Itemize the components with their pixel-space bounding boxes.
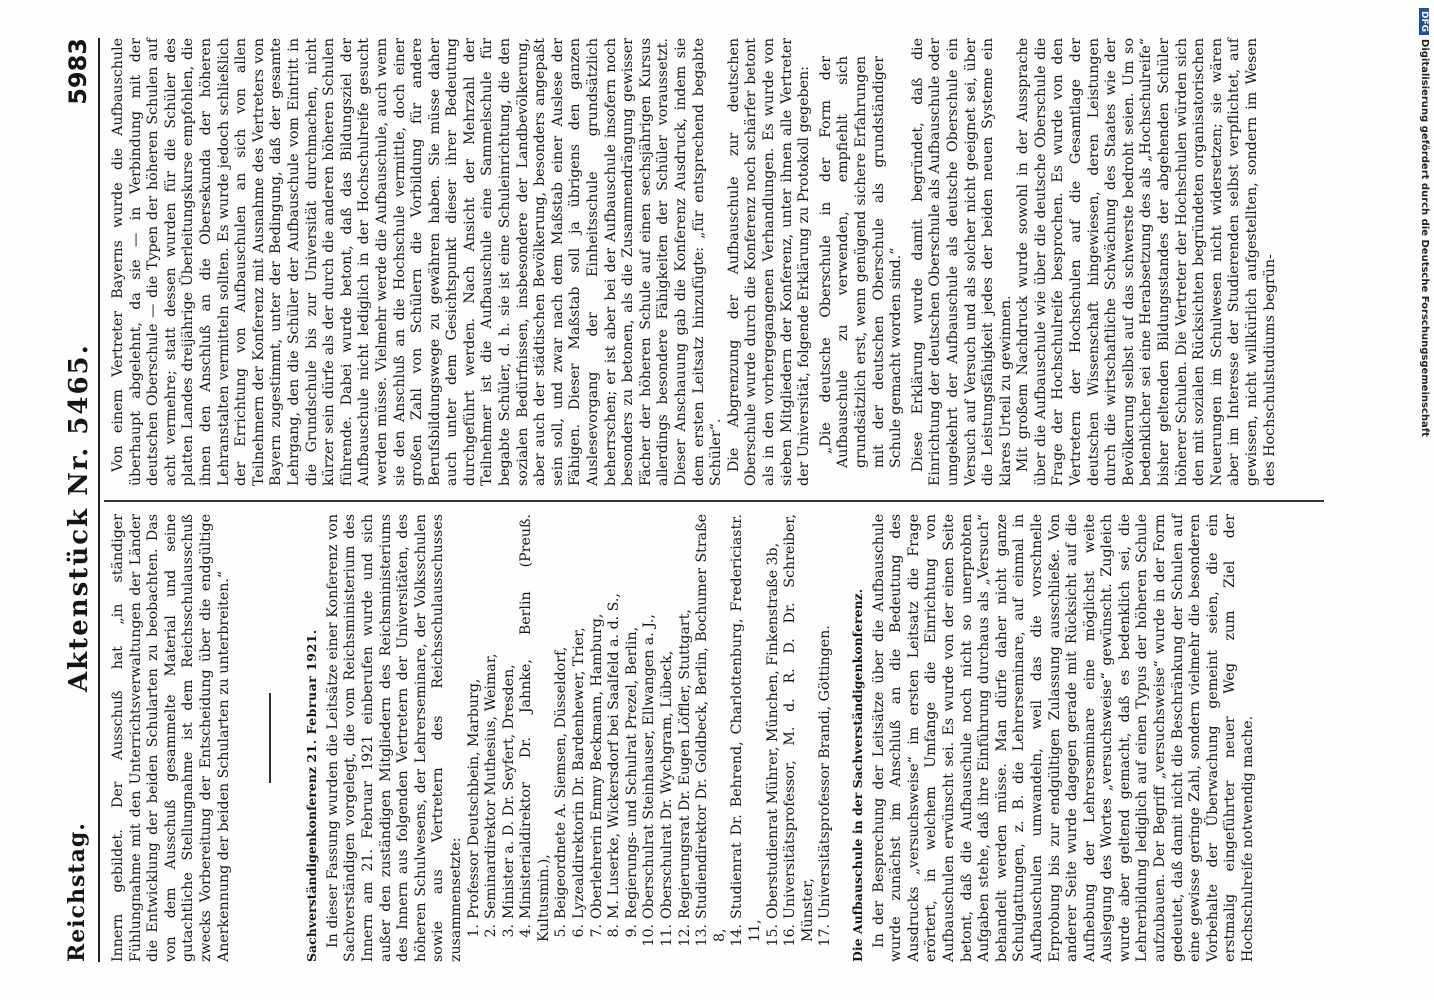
list-item-text: Studienrat Dr. Behrend, Charlottenburg, Fredericiastr. 11, [729,514,763,942]
page-number: 5983 [64,38,92,105]
list-item [641,514,659,947]
list-item-number: 9. [623,924,640,938]
left-column [110,514,1258,962]
list-item-text: Oberstudienrat Mührer, München, Finkenstraße 3b, [764,542,781,919]
funding-sidenote [1410,8,1430,992]
list-item-number: 17. [817,924,834,947]
list-item-text: Minister a. D. Dr. Seyfert, Dresden, [500,664,517,919]
list-item-number: 6. [571,924,588,938]
list-item-text: Oberschulrat Dr. Wychgram, Lübeck, [659,650,676,919]
dfg-logo: DFG [1419,8,1429,35]
list-item [589,514,607,942]
list-item [817,514,835,947]
section-heading [303,514,321,962]
subsection-heading: Die Aufbauschule in der Sachverständigenkonferenz. [849,588,865,962]
list-item-number: 4. [518,924,535,938]
list-item-number: 13. [694,924,711,947]
list-item-number: 8. [606,924,623,938]
bavaria-paragraph: Von einem Vertreter Bayerns wurde die Aufbauschule überhaupt abgelehnt, da sie — in Verbindung mit der deutschen Oberschule — die Typen der höheren Schulen auf acht vermehre; statt dessen wurden für die Schüler des platten Landes dreijährige Überleitungskurse empfohlen, die ihnen den Anschluß an die Obersekunda der höheren Lehranstalten vermitteln sollten. Es wurde jedoch schließlich der Errichtung von Aufbauschulen an sich von allen Teilnehmern der Konferenz mit Ausnahme des Vertreters von Bayern zugestimmt, unter der Bedingung, daß der gesamte Lehrgang, den die Schüler der Aufbauschule vom Eintritt in die Grundschule bis zur Universität durchmachen, nicht kürzer sein dürfe als der durch die anderen höheren Schulen führende. Dabei wurde betont, daß das Bildungsziel der Aufbauschule nicht lediglich in der Hochschulreife gesucht werden müsse. Vielmehr werde die Aufbauschule, auch wenn sie den Anschluß an die Hochschule vermittle, doch einer großen Zahl von Schülern die Vorbildung für andere Berufsbildungswege zu gewähren haben. Sie müsse daher auch unter dem Gesichtspunkt dieser ihrer Bedeutung durchgeführt werden. Nach Ansicht der Mehrzahl der Teilnehmer ist die Aufbauschule eine Sammelschule für begabte Schüler, d. h. sie ist eine Schuleinrichtung, die den sozialen Bedürfnissen, insbesondere der Landbevölkerung, aber auch der städtischen Bevölkerung, besonders angepaßt sein soll, und zwar nach dem Maßstab einer Auslese der Fähigen. Dieser Maßstab soll ja übrigens den ganzen Auslesevorgang der Einheitsschule grundsätzlich beherrschen; er ist aber bei der Aufbauschule insofern noch besonders zu betonen, als die Zusammendrängung gewisser Fächer der höheren Schule auf einen sechsjährigen Kursus allerdings besondere Fähigkeiten der Schüler voraussetzt. Dieser Anschauung gab die Konferenz Ausdruck, indem sie dem ersten Leitsatz hinzufügte: „für entsprechend begabte Schüler“. [110,38,725,486]
list-item-number: 10. [641,924,658,947]
list-item [659,514,677,947]
list-item [518,514,553,942]
discussion-paragraph: In der Besprechung der Leitsätze über die Aufbauschule wurde zunächst im Anschluß an die Bedeutung des Ausdrucks „versuchsweise“ im ersten Leitsatz die Frage erörtert, in welchem Umfange die Einrichtung von Aufbauschulen erwünscht sei. Es wurde von der einen Seite betont, daß die Aufbauschule noch nicht so unerprobten Aufgaben stehe, daß ihre Einführung durchaus als „Versuch“ behandelt werden müsse. Man dürfe daher nicht ganze Schulgattungen, z. B. die Lehrerseminare, auf einmal in Aufbauschulen umwandeln, weil das die vorschnelle Erprobung bis zur endgültigen Zulassung ausschließe. Von anderer Seite wurde dagegen gerade mit Rücksicht auf die Aufhebung der Lehrerseminare eine möglichst weite Auslegung des Wortes „versuchsweise“ gewünscht. Zugleich wurde aber geltend gemacht, daß es bedenklich sei, die Lehrerbildung lediglich auf einen Typus der höheren Schule aufzubauen. Der Begriff „versuchsweise“ wurde in der Form gedeutet, daß damit nicht die Beschränkung der Schulen auf eine gewisse geringe Zahl, sondern vielmehr die besonderen Vorbehalte der Überwachung gemeint seien, die ein erstmalig eingeführter neuer Weg zum Ziel der Hochschulreife notwendig mache. [870,514,1257,962]
header-document-number: Aktenstück Nr. 5465. [64,343,94,692]
list-item-text: Beigeordnete A. Siemsen, Düsseldorf, [553,646,570,919]
list-item-number: 11. [659,924,676,947]
list-item-text: Regierungsrat Dr. Eugen Löffler, Stuttgart, [676,609,693,919]
list-item [676,514,695,947]
list-item [606,514,624,942]
list-item-text: Ministerialdirektor Dr. Jahnke, Berlin (Preuß. Kultusmin.), [518,514,552,942]
justification-paragraph: Diese Erklärung wurde damit begründet, daß die Einrichtung der deutschen Oberschule als Aufbauschule oder umgekehrt der Aufbauschule als deutsche Oberschule ein Versuch auf Versuch und als solcher nicht geeignet sei, über die Leistungsfähigkeit jedes der beiden neuen Systeme ein klares Urteil zu gewinnen. [909,38,1014,486]
member-list [466,514,835,962]
list-item [571,514,589,942]
list-item [483,514,501,942]
list-item-text: Seminardirektor Muthesius, Weimar, [483,653,500,919]
funding-note-text: Digitalisierung gefördert durch die Deutsche Forschungsgemeinschaft [1419,39,1430,437]
page-header [62,38,100,962]
list-item [553,514,571,942]
list-item-number: 12. [676,924,693,947]
conference-paragraph: In dieser Fassung wurden die Leitsätze einer Konferenz von Sachverständigen vorgelegt, die vom Reichsministerium des Innern am 21. Februar 1921 einberufen wurde und sich außer den zuständigen Mitgliedern des Reichsministeriums des Innern aus folgenden Vertretern der Universitäten, des höheren Schulwesens, der Lehrerseminare, der Volksschulen sowie aus Vertretern des Reichsschulausschusses zusammensetzte: [324,514,464,962]
list-item-text: M. Luserke, Wickersdorf bei Saalfeld a. d. S., [606,593,623,919]
intro-paragraph: Innern gebildet. Der Ausschuß hat „in ständiger Fühlungnahme mit den Unterrichtsverwaltungen der Länder die Entwicklung der beiden Schularten zu beobachten. Das von dem Ausschuß gesammelte Material und seine gutachtliche Stellungnahme ist dem Reichsschulausschuß zwecks Vorbereitung der Entscheidung über die endgültige Anerkennung der beiden Schularten zu unterbreiten.“ [110,514,232,962]
list-item-text: Universitätsprofessor, M. d. R. D. Dr. Schreiber, Münster, [782,514,816,942]
list-item [624,514,642,942]
list-item-number: 7. [588,924,605,938]
list-item-number: 15. [764,924,781,947]
list-item-number: 3. [500,924,517,938]
header-section-name: Reichstag. [64,822,90,962]
declaration-quote: „Die deutsche Oberschule in der Form der Aufbauschule zu verwenden, empfiehlt sich grundsätzlich erst, wenn genügend sichere Erfahrungen mit der deutschen Oberschule als grundständiger Schule gemacht worden sind.“ [817,56,905,468]
column-divider [104,500,1324,502]
heading-title: Sachverständigenkonferenz [304,766,320,962]
list-item-number: 14. [729,924,746,947]
list-item-text: Professor Deutschbein, Marburg, [465,678,482,919]
list-item [782,514,817,947]
list-item-text: Regierungs- und Schulrat Prezel, Berlin, [623,626,640,919]
delimitation-paragraph: Die Abgrenzung der Aufbauschule zur deutschen Oberschule wurde durch die Konferenz noch schärfer betont als in den vorhergegangenen Verhandlungen. Es wurde von sieben Mitgliedern der Konferenz, unter ihnen alle Vertreter der Universität, folgende Erklärung zu Protokoll gegeben: [725,38,813,486]
list-item [764,514,783,947]
heading-date: 21. Februar 1921. [304,629,320,763]
list-item [694,514,729,947]
university-readiness-paragraph: Mit großem Nachdruck wurde sowohl in der Aussprache über die Aufbauschule wie über die deutsche Oberschule die Frage der Hochschulreife besprochen. Es wurde von den Vertretern der Hochschulen auf die Gesamtlage der deutschen Wissenschaft hingewiesen, deren Leistungen durch die wirtschaftliche Schwächung des Staates wie der Bevölkerung selbst auf das schwerste bedroht seien. Um so bedenklicher sei eine Herabsetzung des als „Hochschulreife“ bisher geltenden Bildungsstandes der abgehenden Schüler höherer Schulen. Die Vertreter der Hochschulen würden sich den mit sozialen Rücksichten begründeten organisatorischen Neuerungen im Schulwesen nicht widersetzen; sie wären aber im Interesse der Studierenden selbst verpflichtet, auf gewissen, nicht willkürlich aufgestellten, sondern im Wesen des Hochschulstudiums begrün- [1015,38,1278,486]
list-item-text: Lyzealdirektorin Dr. Bardenhewer, Trier, [571,627,588,919]
list-item-text: Universitätsprofessor Brandi, Göttingen. [817,625,834,919]
right-column [110,38,1279,486]
list-item [729,514,764,947]
section-rule [269,693,271,783]
list-item-text: Studiendirektor Dr. Goldbeck, Berlin, Bochumer Straße 8, [694,514,728,942]
list-item-number: 2. [483,924,500,938]
list-item-text: Oberschulrat Steinhauser, Ellwangen a. J., [641,614,658,919]
list-item-number: 1. [465,924,482,938]
list-item-number: 16. [782,924,799,947]
list-item-text: Oberlehrerin Emmy Beckmann, Hamburg, [588,613,605,919]
list-item [501,514,519,942]
list-item [466,514,484,942]
list-item-number: 5. [553,924,570,938]
